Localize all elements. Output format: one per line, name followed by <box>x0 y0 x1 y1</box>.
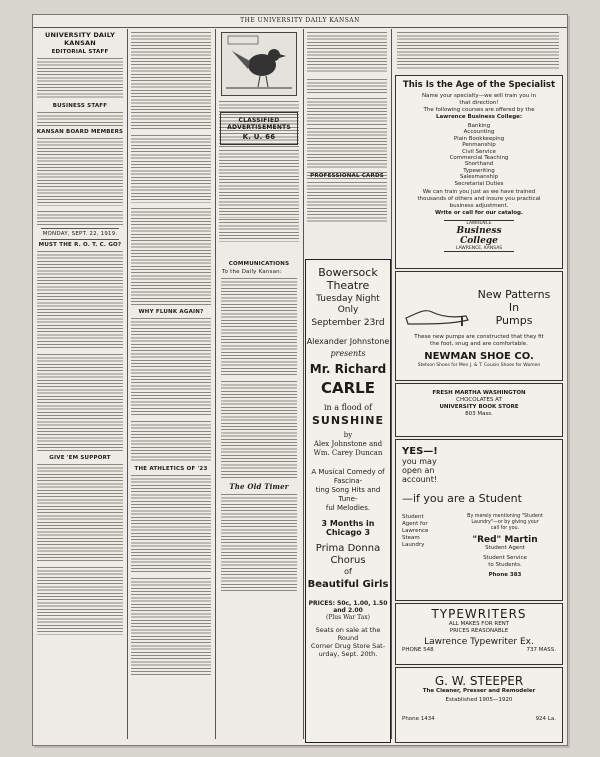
prices: PRICES: 50c, 1.00, 1.50 and 2.00 <box>308 600 388 614</box>
prof-cards <box>307 180 387 224</box>
classified-head: CLASSIFIED ADVERTISEMENTS <box>227 117 291 131</box>
column-rule <box>215 29 216 739</box>
seats-2: Corner Drug Store Sat- <box>310 642 386 650</box>
choc-line-2: CHOCOLATES AT <box>456 397 502 403</box>
pump-shoe-icon <box>402 294 472 328</box>
choc-line-1: FRESH MARTHA WASHINGTON <box>432 390 526 396</box>
laundry-left-1: Student <box>402 514 424 520</box>
theater-name: Bowersock Theatre <box>318 266 378 292</box>
specialist-intro-4: Lawrence Business College: <box>435 114 523 120</box>
subscription-text <box>37 209 123 225</box>
ad-text <box>307 30 387 74</box>
communications-column <box>219 259 299 746</box>
logo-line-2: Business College <box>456 226 502 247</box>
editorial-head-rotc: MUST THE R. O. T. C. GO? <box>38 242 122 248</box>
prof-text <box>307 126 387 170</box>
chorus-1: Prima Donna <box>315 543 381 554</box>
right-top-article <box>397 30 559 70</box>
poem-text <box>221 492 297 592</box>
editorial-athletics-text <box>131 473 211 573</box>
theater-presenter: Alexander Johnstone <box>306 337 390 346</box>
laundry-r2: Laundry"—or by giving your <box>471 520 539 525</box>
editorial-staff-head: EDITORIAL STAFF <box>51 49 109 55</box>
board-text <box>37 136 123 206</box>
specialist-outro-2: thousands of others and insure you practical <box>417 196 541 203</box>
course-item: Penmanship <box>462 142 496 149</box>
typewriter-footer <box>396 647 562 654</box>
shoe-headline-3: Pumps <box>495 314 533 327</box>
article-text <box>131 30 211 130</box>
laundry-l4: account! <box>402 475 438 484</box>
steeper-address: 924 La. <box>535 716 556 722</box>
steeper-name: G. W. STEEPER <box>434 674 524 688</box>
chorus-3: of <box>344 567 352 576</box>
show-title: SUNSHINE <box>311 414 384 427</box>
laundry-left-4: Steam <box>402 535 420 541</box>
course-item: Civil Service <box>462 148 496 155</box>
shoe-body-2: the foot, snug and are comfortable. <box>430 341 528 347</box>
specialist-outro-3: business adjustment. <box>449 203 509 210</box>
laundry-left <box>402 514 428 549</box>
laundry-service-2: to Students. <box>488 562 522 568</box>
steeper-ad <box>395 667 563 743</box>
divider <box>41 239 119 240</box>
specialist-title: This Is the Age of the Specialist <box>402 80 556 90</box>
laundry-l2: you may <box>402 457 437 466</box>
choc-line-3: UNIVERSITY BOOK STORE <box>439 404 519 410</box>
laundry-r1: By merely mentioning "Student <box>467 514 543 519</box>
laundry-phone: Phone 383 <box>488 572 522 578</box>
course-item: Accounting <box>463 129 495 136</box>
course-item: Plain Bookkeeping <box>453 135 505 142</box>
by-line-2: Alex Johnstone and <box>313 440 383 448</box>
laundry-yes: YES—! <box>402 446 438 457</box>
desc-3: ful Melodies. <box>325 504 371 512</box>
typewriter-phone: PHONE 548 <box>402 647 434 653</box>
editorial-flunk-text-2 <box>131 419 211 463</box>
shoe-body-1: These new pumps are constructed that they fit <box>414 334 544 340</box>
communication-text <box>221 276 297 376</box>
in-a-flood: in a flood of <box>324 403 372 412</box>
laundry-r3: call for you. <box>490 526 520 531</box>
column-rule <box>391 29 392 739</box>
classified-column <box>217 109 301 249</box>
right-top-text <box>395 29 561 73</box>
by-line-3: Wm. Carey Duncan <box>313 449 383 457</box>
business-staff-head: BUSINESS STAFF <box>52 103 108 109</box>
paper-name: UNIVERSITY DAILY KANSAN <box>45 31 115 47</box>
laundry-ad <box>395 439 563 601</box>
column-rule <box>127 29 128 739</box>
communication-text-2 <box>221 379 297 479</box>
prof-head: PROFESSIONAL CARDS <box>310 173 384 179</box>
column-rule <box>303 29 304 739</box>
classified-text <box>219 148 299 218</box>
college-logo <box>444 220 514 252</box>
classified-box <box>220 112 298 145</box>
shoe-headline <box>474 288 554 327</box>
laundry-right <box>454 514 556 579</box>
star-name-2: CARLE <box>321 379 375 397</box>
newspaper-sheet <box>32 14 568 746</box>
shoe-headline-2: In <box>508 301 520 314</box>
dateline: MONDAY, SEPT. 22, 1919. <box>42 231 118 237</box>
editorial-rotc-text-2 <box>37 352 123 452</box>
communications-head: COMMUNICATIONS <box>228 261 290 267</box>
steeper-tag: The Cleaner, Presser and Remodeler <box>422 688 536 694</box>
board-head: KANSAN BOARD MEMBERS <box>36 129 124 135</box>
column-1 <box>35 29 125 739</box>
specialist-intro-2: that direction! <box>459 100 499 106</box>
run-line: 3 Months in Chicago 3 <box>321 519 375 537</box>
article-text-3 <box>131 206 211 306</box>
laundry-student: —if you are a Student <box>402 492 522 505</box>
shoe-ad <box>395 271 563 381</box>
theater-presents: presents <box>330 349 366 358</box>
editorial-athletics-text-2 <box>131 576 211 676</box>
theater-when-2: September 23rd <box>311 318 385 328</box>
typewriter-address: 737 MASS. <box>526 647 556 653</box>
steeper-est: Established 1905—1920 <box>445 697 513 703</box>
masthead <box>33 15 567 28</box>
shoe-sub: Stetson Shoes for Men J. & T. Cousin Shoes for Women <box>417 363 541 368</box>
war-tax: (Plus War Tax) <box>326 614 370 621</box>
classified-phone: K. U. 66 <box>242 133 276 141</box>
chorus-2: Chorus <box>330 555 366 566</box>
course-item: Banking <box>467 123 491 129</box>
logo-line-1: LAWRENCE <box>466 221 492 227</box>
desc-1: A Musical Comedy of Fascina- <box>311 468 385 485</box>
divider <box>41 228 119 229</box>
laundry-agent: Student Agent <box>485 545 525 551</box>
chocolate-ad <box>395 383 563 437</box>
course-item: Typewriting <box>463 167 495 174</box>
editorial-support-text-2 <box>37 565 123 635</box>
shoe-body <box>400 334 558 369</box>
steeper-footer <box>396 716 562 723</box>
course-item: Salesmanship <box>459 174 499 181</box>
girls-line: Beautiful Girls <box>307 579 389 590</box>
laundry-top <box>402 446 438 484</box>
specialist-outro-1: We can train you just as we have trained <box>422 189 536 196</box>
column-2 <box>129 29 213 739</box>
masthead-title: THE UNIVERSITY DAILY KANSAN <box>240 17 360 24</box>
by-line-1: by <box>343 431 353 439</box>
laundry-service: Student Service <box>483 555 527 561</box>
shoe-store: NEWMAN SHOE CO. <box>424 351 534 362</box>
theater-ad <box>305 259 391 743</box>
salutation: To the Daily Kansan: <box>222 269 282 275</box>
laundry-l3: open an <box>402 466 435 475</box>
poem-head: The Old Timer <box>229 482 289 491</box>
star-name-1: Mr. Richard <box>309 362 387 376</box>
typewriter-ad <box>395 603 563 665</box>
staff-list <box>37 56 123 100</box>
typewriter-l1: ALL MAKES FOR RENT <box>448 621 510 627</box>
theater-when-1: Tuesday Night Only <box>316 294 380 315</box>
typewriter-company: Lawrence Typewriter Ex. <box>424 637 534 647</box>
editorial-support-text <box>37 462 123 562</box>
course-list <box>396 123 562 187</box>
steeper-phone: Phone 1434 <box>402 716 435 722</box>
specialist-intro-3: The following courses are offered by the <box>423 107 535 113</box>
laundry-red: "Red" Martin <box>472 535 538 545</box>
editorial-rotc-text <box>37 249 123 349</box>
specialist-ad <box>395 75 563 269</box>
typewriter-title: TYPEWRITERS <box>431 607 527 621</box>
typewriter-l2: PRICES REASONABLE <box>449 628 509 634</box>
specialist-intro-1: Name your specialty—we will train you in <box>421 93 537 99</box>
specialist-write: Write or call for our catalog. <box>434 210 524 217</box>
course-item: Commercial Teaching <box>449 155 509 162</box>
business-list <box>37 110 123 126</box>
ad-text-2 <box>307 77 387 93</box>
logo-line-3: LAWRENCE, KANSAS <box>455 246 503 252</box>
editorial-head-support: GIVE 'EM SUPPORT <box>49 455 111 461</box>
seats-1: Seats on sale at the Round <box>315 626 381 642</box>
shoe-headline-1: New Patterns <box>477 288 551 301</box>
prof-column <box>305 125 389 249</box>
laundry-left-5: Laundry <box>402 542 425 548</box>
editorial-head-athletics: THE ATHLETICS OF '23 <box>134 466 208 472</box>
desc-2: ting Song Hits and Tune- <box>315 486 381 503</box>
choc-line-4: 803 Mass. <box>465 411 493 417</box>
seats-3: urday, Sept. 20th. <box>318 650 378 658</box>
cartoon-box <box>221 32 297 96</box>
laundry-left-3: Lawrence <box>402 528 429 534</box>
article-text-2 <box>131 133 211 203</box>
editorial-head-flunk: WHY FLUNK AGAIN? <box>138 309 204 315</box>
bird-cartoon-icon <box>222 33 296 91</box>
course-item: Secretarial Duties <box>454 180 504 187</box>
editorial-flunk-text <box>131 316 211 416</box>
laundry-left-2: Agent for <box>402 521 428 527</box>
course-item: Shorthand <box>464 161 494 168</box>
